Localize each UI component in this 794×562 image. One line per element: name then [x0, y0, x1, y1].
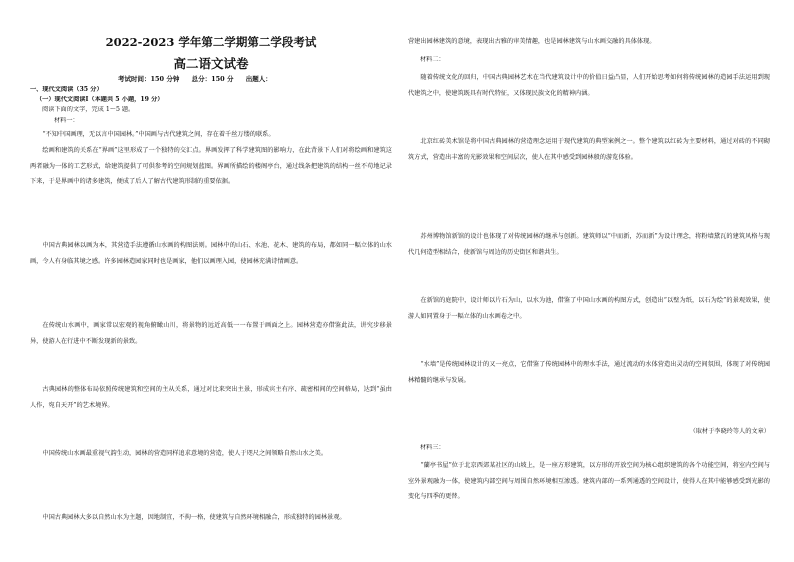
right-paragraph: 营建出园林建筑的意境，表现出古雅的审美情趣，也是园林建筑与山水画交融的具体体现。	[408, 38, 656, 45]
left-paragraph: 中国古典园林以画为本，其营造手法遵循山水画的构图法则。园林中的山石、水池、花木、建筑的布局，都如同一幅立体的山水画，令人有身临其境之感。许多园林造园家同时也是画家，他们以画理入园，使园林充满诗情画意。	[30, 242, 392, 265]
exam-score: 总分：150 分	[191, 75, 234, 83]
left-paragraph: 绘画和建筑的关系在“界画”这里形成了一个独特的交汇点。界画发挥了科学建筑图的影响力，在此背景下人们对将绘画和建筑这两者融为一体的工艺形式，给建筑提供了可供参考的空间规划蓝图。界画所描绘的楼阁亭台，通过线条把建筑的结构一丝不苟地记录下来，于是界画中的诸多建筑，便成了后人了解古代建筑形制的重要依据。	[30, 147, 392, 185]
right-paragraph: 随着传统文化的回归，中国古典园林艺术在当代建筑设计中的价值日益凸显，人们开始思考如何将传统园林的造园手法运用到现代建筑之中，使建筑既具有时代特征，又体现民族文化的精神内涵。	[408, 74, 770, 97]
material1-label: 材料一：	[54, 117, 79, 124]
paper-title: 高二语文试卷	[173, 56, 249, 71]
left-paragraph: 古典园林的整体布局依照传统建筑和空间的主从关系，通过对比来突出主景，形成宾主有序、疏密相间的空间格局，达到“虽由人作，宛自天开”的艺术境界。	[30, 386, 392, 409]
section-heading-1-1: （一）现代文阅读Ⅰ（本题共 5 小题，19 分）	[36, 96, 164, 103]
exam-title: 2022-2023 学年第二学期第二学段考试	[105, 35, 317, 49]
left-column	[30, 0, 392, 562]
left-paragraph: 中国传统山水画最重视气韵生动，园林的营造同样追求意境的营造，使人于咫尺之间领略自然山水之美。	[42, 450, 328, 457]
left-paragraph: 中国古典园林大多以自然山水为主题，因地制宜，不拘一格，使建筑与自然环境相融合，形成独特的园林景观。	[42, 514, 346, 521]
material3-label: 材料三：	[420, 444, 445, 451]
right-paragraph: 苏州博物馆新馆的设计也体现了对传统园林的继承与创新。建筑师以“中而新，苏而新”为设计理念，将粉墙黛瓦的建筑风格与现代几何造型相结合，使新馆与周边的历史街区和谐共生。	[408, 233, 770, 256]
right-paragraph: “水墙”是传统园林设计的又一亮点，它借鉴了传统园林中的理水手法，通过流动的水体营造出灵动的空间氛围，体现了对传统园林精髓的继承与发展。	[408, 361, 770, 384]
exam-meta	[118, 74, 282, 83]
left-paragraph: “不知中国画理，无以言中国园林。”中国画与古代建筑之间，存在着千丝万缕的联系。	[42, 131, 275, 138]
reading-instruction: 阅读下面的文字，完成 1～5 题。	[42, 106, 135, 113]
exam-time: 考试时间：150 分钟	[118, 75, 180, 83]
exam-author: 出题人：	[245, 75, 272, 83]
right-paragraph: 北京红砖美术馆是将中国古典园林的营造理念运用于现代建筑的典型案例之一。整个建筑以红砖为主要材料，通过对砖的不同砌筑方式，营造出丰富的光影效果和空间层次，使人在其中感受到园林般的游览体验。	[408, 138, 770, 161]
left-paragraph: 在传统山水画中，画家常以宏观的视角俯瞰山川，将景物的远近高低一一布置于画面之上。园林营造亦借鉴此法，讲究步移景异，使游人在行进中不断发现新的景致。	[30, 322, 392, 345]
material2-label: 材料二：	[420, 56, 445, 63]
citation: （取材于李晓玲等人的文章）	[689, 428, 770, 435]
right-column	[408, 0, 770, 562]
right-paragraph: 在新馆的庭院中，设计师以片石为山，以水为池，借鉴了中国山水画的构图方式，创造出“以壁为纸，以石为绘”的景观效果，使游人如同置身于一幅立体的山水画卷之中。	[408, 297, 770, 320]
section-heading-1: 一、现代文阅读（35 分）	[30, 86, 103, 93]
material3-paragraph: “蘭亭书屋”位于北京西郊某社区的山坡上，是一座方形建筑，以方形的开放空间为核心组织建筑的各个功能空间，将室内空间与室外景观融为一体，使建筑内部空间与周围自然环境相互渗透。建筑内部的一系列通透的空间设计，使得人在其中能够感受到光影的变化与四季的更替。	[408, 462, 770, 500]
